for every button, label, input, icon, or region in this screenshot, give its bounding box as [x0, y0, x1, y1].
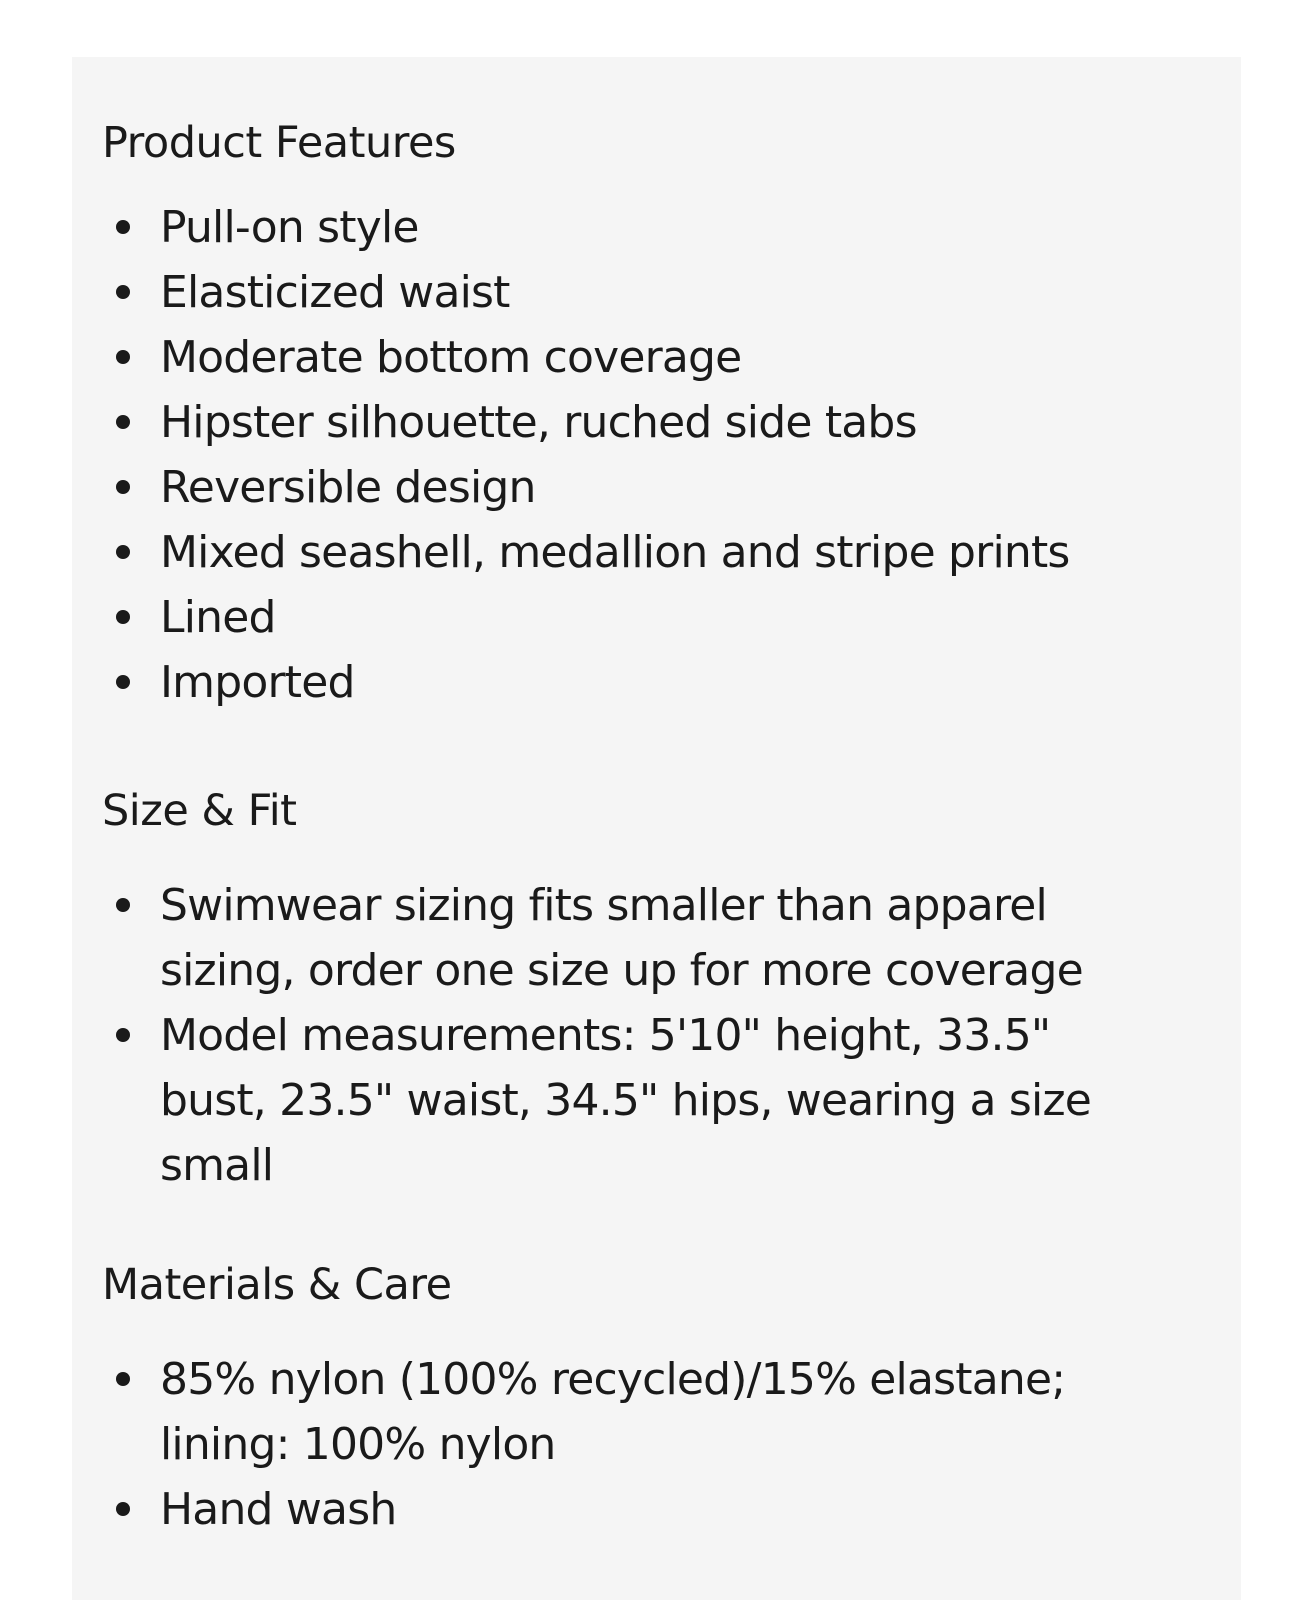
bullet-icon	[116, 1502, 130, 1516]
list-item: Reversible design	[102, 455, 1132, 520]
bullet-icon	[116, 480, 130, 494]
bullet-icon	[116, 675, 130, 689]
materials-care-list	[102, 1347, 1221, 1542]
bullet-icon	[116, 350, 130, 364]
bullet-icon	[116, 415, 130, 429]
product-features-section	[102, 111, 1221, 715]
materials-care-heading: Materials & Care	[102, 1260, 452, 1310]
list-item: Imported	[102, 650, 1132, 715]
list-item: Model measurements: 5'10" height, 33.5" bust, 23.5" waist, 34.5" hips, wearing a size small	[102, 1003, 1132, 1198]
list-item: 85% nylon (100% recycled)/15% elastane; lining: 100% nylon	[102, 1347, 1132, 1477]
bullet-icon	[116, 220, 130, 234]
product-features-heading: Product Features	[102, 118, 456, 168]
bullet-icon	[116, 1372, 130, 1386]
materials-care-section	[102, 1253, 1221, 1542]
list-item: Lined	[102, 585, 1132, 650]
list-item: Hipster silhouette, ruched side tabs	[102, 390, 1132, 455]
size-fit-section	[102, 779, 1221, 1198]
bullet-icon	[116, 545, 130, 559]
product-features-list	[102, 195, 1221, 715]
bullet-icon	[116, 1028, 130, 1042]
size-fit-heading: Size & Fit	[102, 786, 297, 836]
bullet-icon	[116, 285, 130, 299]
bullet-icon	[116, 610, 130, 624]
list-item: Swimwear sizing fits smaller than apparel sizing, order one size up for more coverage	[102, 873, 1132, 1003]
list-item: Pull-on style	[102, 195, 1132, 260]
list-item: Elasticized waist	[102, 260, 1132, 325]
list-item: Hand wash	[102, 1477, 1132, 1542]
bullet-icon	[116, 898, 130, 912]
size-fit-list	[102, 873, 1221, 1198]
list-item: Moderate bottom coverage	[102, 325, 1132, 390]
list-item: Mixed seashell, medallion and stripe prints	[102, 520, 1132, 585]
product-details-panel	[72, 57, 1241, 1600]
